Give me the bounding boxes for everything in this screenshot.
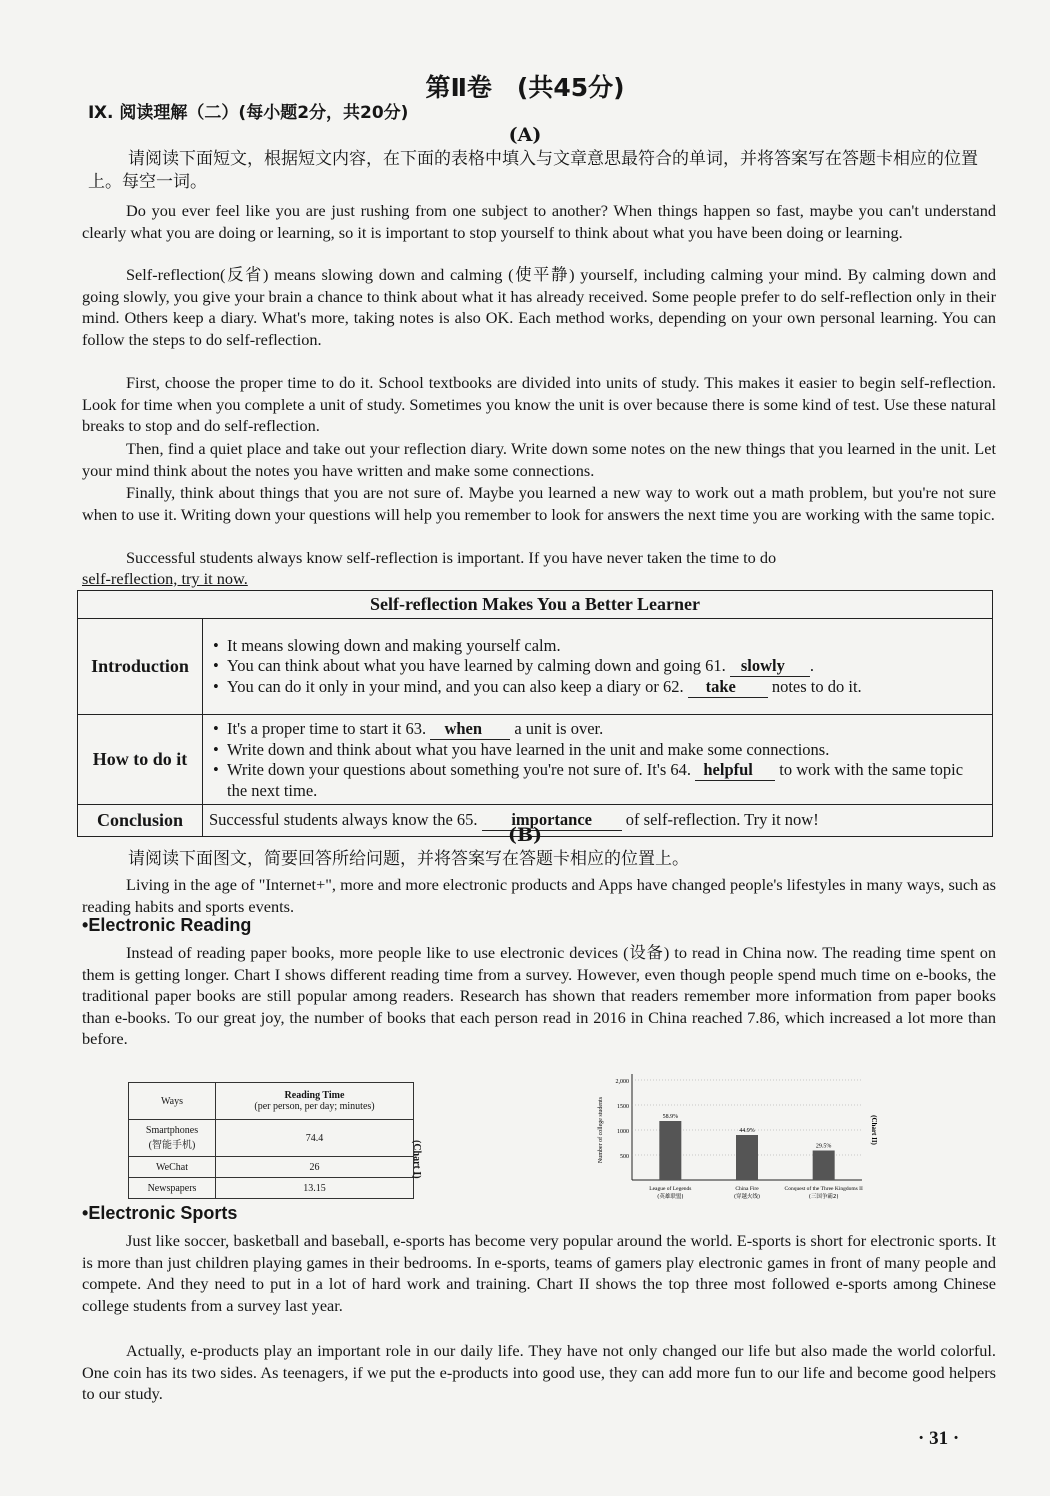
chart-1-table <box>128 1082 414 1199</box>
part-b-label: (B) <box>507 824 543 846</box>
y-tick-label: 1500 <box>617 1104 629 1110</box>
y-tick-label: 2,000 <box>615 1079 629 1085</box>
table-cell: 13.15 <box>216 1178 414 1199</box>
y-tick-label: 1000 <box>617 1129 629 1135</box>
x-tick-label: League of Legends <box>649 1186 692 1192</box>
bullet-item: • Write down your questions about something you're not sure of. It's 64. helpful to work with the same topic the next time. <box>209 760 986 801</box>
bar <box>659 1121 681 1180</box>
table-header: Reading Time (per person, per day; minutes) <box>216 1083 414 1120</box>
bullet-item: • It's a proper time to start it 63. when a unit is over. <box>209 719 986 740</box>
conclusion-cell: Successful students always know the 65. importance of self-reflection. Try it now! <box>203 805 993 837</box>
paragraph: Successful students always know self-reflection is important. If you have never taken the time to do <box>126 548 777 567</box>
table-cell: WeChat <box>129 1157 216 1178</box>
table-cell: 26 <box>216 1157 414 1178</box>
bar <box>736 1135 758 1180</box>
bar-value-label: 44.9% <box>739 1128 755 1134</box>
y-axis-label: Number of college students <box>598 1096 604 1164</box>
x-tick-label: China Fire <box>735 1186 759 1192</box>
part-a-instruction: 请阅读下面短文，根据短文内容，在下面的表格中填入与文章意思最符合的单词，并将答案写在答题卡相应的位置上。每空一词。 <box>88 149 978 192</box>
paragraph: self-reflection, try it now. <box>82 569 248 588</box>
bar-value-label: 58.9% <box>662 1114 679 1120</box>
bullet-item: • It means slowing down and making yourself calm. <box>209 636 986 656</box>
paragraph: Just like soccer, basketball and baseball, e-sports has become very popular around the world. E-sports is short for electronic sports. It is more than just children playing games in their bedrooms. In e-sports, teams of gamers play electronic games in front of many people and compete. And they need to put in a lot of hard work and training. Chart II shows the top three most followed e-sports among Chinese college students from a survey last year. <box>82 1231 996 1315</box>
paragraph: First, choose the proper time to do it. School textbooks are divided into units of study. This makes it easier to begin self-reflection. Look for time when you complete a unit of study. Sometimes you know the unit is over because there is some kind of test. Use these natural breaks to stop and do self-reflection. <box>82 373 996 436</box>
answer-62: take <box>688 677 768 698</box>
answer-65: importance <box>482 810 622 831</box>
row-label-conclusion: Conclusion <box>78 805 203 837</box>
paragraph: Living in the age of "Internet+", more and more electronic products and Apps have changed people's lifestyles in many ways, such as reading habits and sports events. <box>82 875 996 916</box>
electronic-sports-heading: • Electronic Sports <box>82 1203 237 1224</box>
chart-2-label: (Chart II) <box>870 1115 878 1145</box>
part-b-instruction: 请阅读下面图文，简要回答所给问题，并将答案写在答题卡相应的位置上。 <box>128 849 689 869</box>
row-label-how-to-do-it: How to do it <box>78 715 203 805</box>
answer-64: helpful <box>695 760 775 781</box>
table-header: Ways <box>129 1083 216 1120</box>
self-reflection-table <box>77 590 993 837</box>
page-number: · 31 · <box>918 1428 960 1449</box>
paragraph: Finally, think about things that you are not sure of. Maybe you learned a new way to work out a math problem, but you're not sure when to use it. Writing down your questions will help you remember to look for answers the next time you are working with the same topic. <box>82 483 996 524</box>
x-tick-label: Conquest of the Three Kingdoms II <box>784 1186 863 1192</box>
electronic-reading-heading: • Electronic Reading <box>82 915 251 936</box>
x-tick-label-cn: (穿越火线) <box>733 1194 761 1200</box>
y-tick-label: 500 <box>620 1154 629 1160</box>
table-cell: Newspapers <box>129 1178 216 1199</box>
table-caption: Self-reflection Makes You a Better Learner <box>78 591 993 619</box>
paragraph: Then, find a quiet place and take out your reflection diary. Write down some notes on the new things that you learned in the unit. Let your mind think about the notes you have written and make some connections. <box>82 439 996 480</box>
introduction-cell <box>203 619 993 715</box>
paragraph: Self-reflection(反省) means slowing down and calming (使平静) yourself, including calming your mind. By calming down and going slowly, you give your brain a chance to think about what it has already received. Some people prefer to do self-reflection only in their mind. Others keep a diary. What's more, taking notes is also OK. Each method works, depending on your own personal learning. You can follow the steps to do self-reflection. <box>82 265 996 349</box>
part-a-label: (A) <box>508 124 542 146</box>
paragraph: Do you ever feel like you are just rushing from one subject to another? When things happen so fast, maybe you can't understand clearly what you are doing or learning, so it is important to stop yourself to think about what you have been doing or learning. <box>82 201 996 242</box>
x-tick-label-cn: (三国争霸2) <box>808 1194 839 1200</box>
paragraph: Actually, e-products play an important role in our daily life. They have not only changed our life but also made the world colorful. One coin has its two sides. As teenagers, if we put the e-products into good use, they can add more fun to our life and become good helpers to our study. <box>82 1341 996 1404</box>
bullet-item: • Write down and think about what you have learned in the unit and make some connections. <box>209 740 986 760</box>
row-label-introduction: Introduction <box>78 619 203 715</box>
page-title: 第Ⅱ卷 (共45分) <box>425 73 625 102</box>
bullet-item: • You can think about what you have learned by calming down and going 61. slowly . <box>209 656 986 677</box>
table-cell: 74.4 <box>216 1120 414 1157</box>
bar-value-label: 29.5% <box>815 1143 832 1150</box>
answer-63: when <box>430 719 510 740</box>
how-to-cell <box>203 715 993 805</box>
bar <box>813 1151 835 1181</box>
answer-61: slowly <box>730 656 810 677</box>
table-cell: Smartphones (智能手机) <box>129 1120 216 1157</box>
paragraph: Instead of reading paper books, more people like to use electronic devices (设备) to read in China now. The reading time spent on them is getting longer. Chart I shows different reading time from a survey. However, even though people spend much time on e-books, the traditional paper books are still popular among readers. Research has shown that readers remember more information from paper books than e-books. To our great joy, the number of books that each person read in 2016 in China reached 7.86, which increased a lot more than before. <box>82 943 996 1049</box>
x-tick-label-cn: (英雄联盟) <box>657 1194 684 1200</box>
bullet-item: • You can do it only in your mind, and you can also keep a diary or 62. take notes to do it. <box>209 677 986 698</box>
section-heading: Ⅸ. 阅读理解（二）(每小题2分，共20分) <box>88 103 409 123</box>
chart-2-bar-chart <box>592 1068 882 1218</box>
chart-1-label: (Chart I) <box>411 1140 422 1179</box>
